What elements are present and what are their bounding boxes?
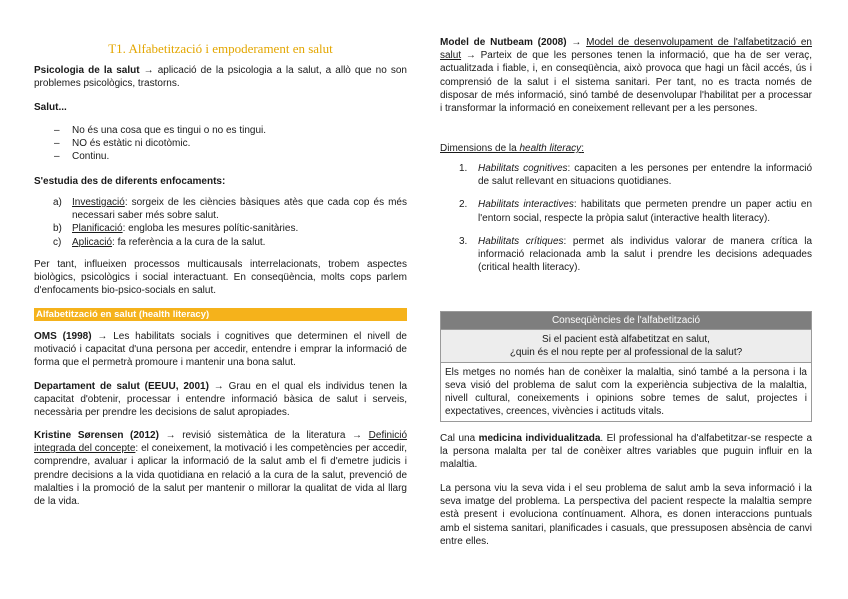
list-item: – No és una cosa que es tingui o no es tingui. [54,125,267,136]
oms-paragraph: OMS (1998) → Les habilitats socials i cognitives que determinen el nivell de motivació i capacitat d'una persona per accedir, entendre i emprar la informació de forma que el permetrà promoure i mantenir una bona salut. [34,331,407,369]
salut-heading: Salut... [34,102,67,113]
table-header: Conseqüències de l'alfabetització [441,312,811,329]
nutbeam-paragraph: Model de Nutbeam (2008) → Model de desenvolupament de l'alfabetització en salut → Parteix de que les persones tenen la informació, que ha de ser veraç, actualitzada i fiable, i, en conseqüència, això provoca que hagi un fàcil accés, ús i comprensió de la salut i el sistema sanitari. Per tant, no es tracta només de disposar de més informació, sinó també de desenvolupar l'habilitat per a processar i transformar la informació en coneixement rellevant per a les persones. [440,37,812,114]
list-item: – NO és estàtic ni dicotòmic. [54,138,191,150]
perspectiva-paragraph: La persona viu la seva vida i el seu problema de salut amb la seva informació i la seva imatge del problema. La perspectiva del pacient respecte la malaltia sempre està present i evoluciona contínuament. Alhora, es donen interaccions puntuals amb el sistema sanitari, planificades i casuals, que pressuposen absència de canvi entre elles. [440,483,812,547]
departament-paragraph: Departament de salut (EEUU, 2001) → Grau en el qual els individus tenen la capacitat d'obtenir, processar i entendre informació bàsica de salut i serveis, necessària per prendre les decisions de salut apropiades. [34,381,408,419]
medicina-paragraph: Cal una medicina individualitzada. El professional ha d'alfabetitzar-se respecte a la persona malalta per tal de conèixer altres variables que puguin influir en la malaltia. [440,433,813,471]
table-body: Els metges no només han de conèixer la malaltia, sinó també a la persona i la seva visió del problema de salut com la experiència subjectiva de la malaltia, nivell cultural, coneixements i opinions sobre temes de salut, projectes i expectatives, creences, vivències i actituds vitals. [441,362,811,421]
page-title: T1. Alfabetització i empoderament en salut [108,41,333,56]
psicologia-term: Psicologia de la salut [34,65,140,76]
psicologia-paragraph: Psicologia de la salut → aplicació de la psicologia a la salut, a allò que no son problemes psicològics, trastorns. [34,65,407,90]
dimensions-list [440,162,812,274]
factors-paragraph: Per tant, influeixen processos multicausals interrelacionats, trobem aspectes biològics, psicològics i social interactuant. En conseqüència, molts cops parlem d'enfocaments bio-psico-socials en salut. [34,259,407,297]
list-item: c) Aplicació: fa referència a la cura de la salut. [53,236,266,248]
list-item: 3. Habilitats crítiques: permet als individus valorar de manera crítica la informació relacionada amb la salut i prendre les decisions adequades (critical health literacy). [459,235,812,274]
table-question: Si el pacient està alfabetitzat en salut, ¿quin és el nou repte per al professional de la salut? [441,329,811,362]
list-item: – Continu. [54,151,110,163]
approaches-list [34,196,407,249]
salut-list [34,124,407,164]
dimensions-heading: Dimensions de la health literacy: [440,143,584,154]
list-item: a) Investigació: sorgeix de les ciències bàsiques atès que cada cop és més necessari saber més sobre salut. [53,197,407,222]
sorensen-paragraph: Kristine Sørensen (2012) → revisió sistemàtica de la literatura → Definició integrada del concepte: el coneixement, la motivació i les competències per accedir, comprendre, avaluar i aplicar la informació de la salut amb el fi d'emetre judicis i prendre decisions a la vida quotidiana en relació a la cura de la salut, prevenció de malalties i la promoció de la salut per mantenir o millorar la qualitat de vida al llarg de la vida. [34,430,408,507]
list-item: b) Planificació: engloba les mesures polític-sanitàries. [53,223,299,235]
consequences-table [440,311,812,422]
section-band: Alfabetització en salut (health literacy) [34,308,407,321]
approaches-heading: S'estudia des de diferents enfocaments: [34,176,226,187]
list-item: 1. Habilitats cognitives: capaciten a les persones per entendre la informació de salut rellevant en situacions quotidianes. [459,163,813,188]
list-item: 2. Habilitats interactives: habilitats que permeten prendre un paper actiu en l'entorn social, respecte la pròpia salut (interactive health literacy). [459,199,813,224]
